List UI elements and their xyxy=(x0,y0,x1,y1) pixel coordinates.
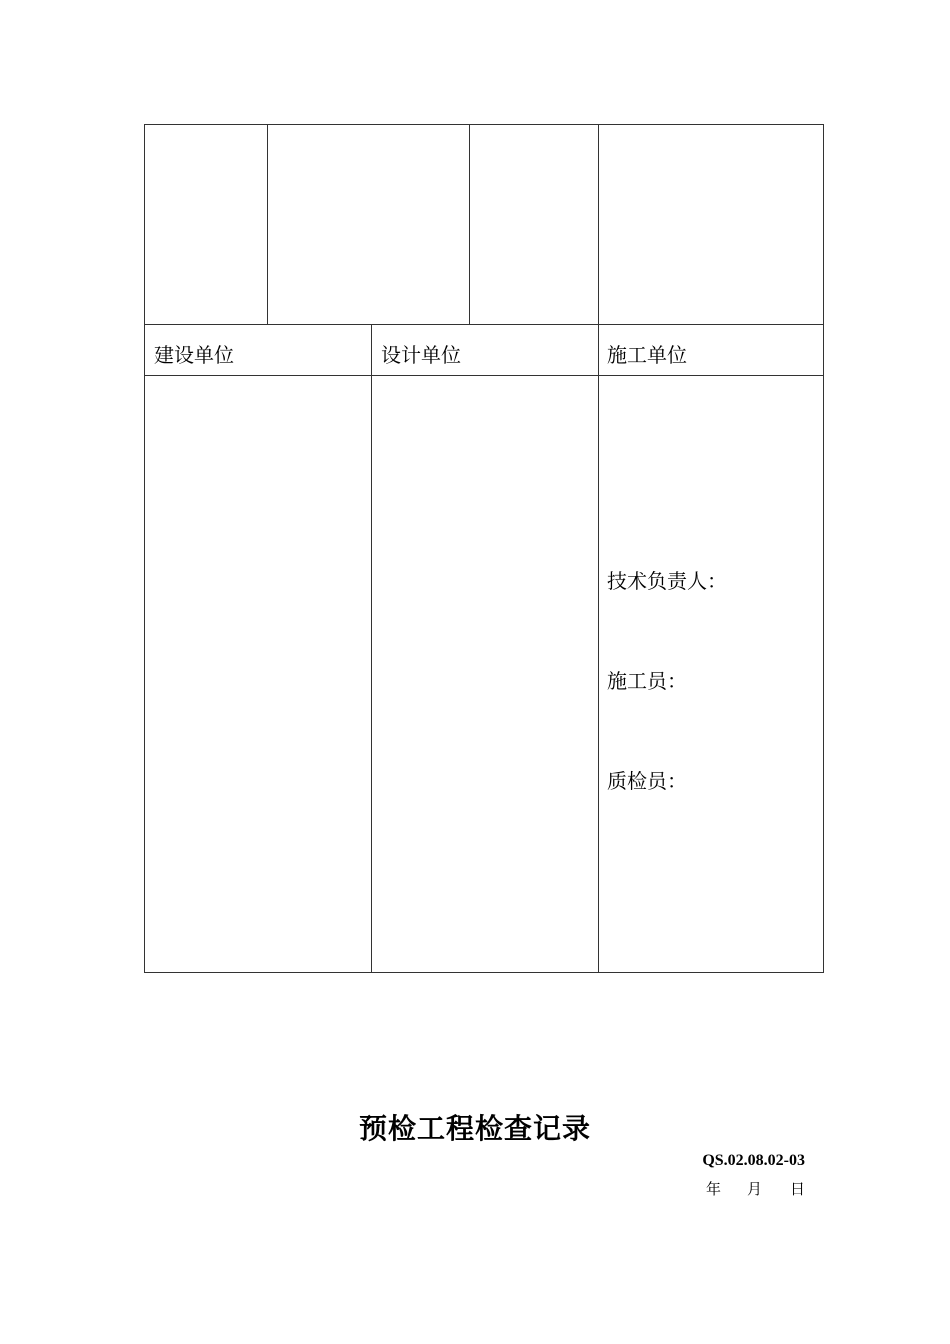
document-code: QS.02.08.02-03 xyxy=(702,1152,805,1169)
top-blank-table xyxy=(144,124,824,324)
table-divider xyxy=(469,125,470,324)
constructor-label: 施工员： xyxy=(607,669,687,693)
design-unit-label: 设计单位 xyxy=(381,343,461,367)
date-day: 日 xyxy=(789,1180,805,1198)
column-divider xyxy=(371,325,372,972)
table-divider xyxy=(598,125,599,324)
column-divider xyxy=(598,325,599,972)
construction-owner-label: 建设单位 xyxy=(154,343,234,367)
builder-unit-label: 施工单位 xyxy=(607,343,687,367)
date-month: 月 xyxy=(746,1180,762,1198)
units-table xyxy=(144,324,824,973)
inspector-label: 质检员： xyxy=(607,769,687,793)
table-divider xyxy=(267,125,268,324)
technical-lead-label: 技术负责人： xyxy=(607,569,727,593)
units-header-row xyxy=(145,325,823,376)
date-year: 年 xyxy=(705,1180,721,1198)
page-title: 预检工程检查记录 xyxy=(358,1112,591,1145)
date-line xyxy=(686,1178,805,1199)
